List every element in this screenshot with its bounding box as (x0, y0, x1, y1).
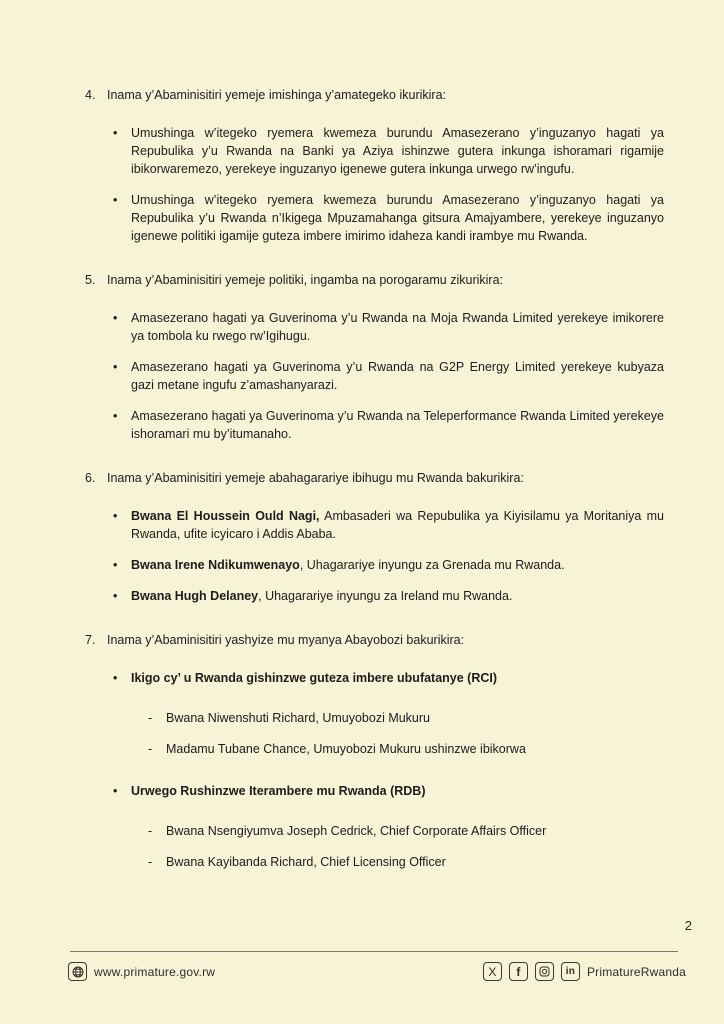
list-item (113, 309, 664, 345)
list-item (113, 587, 664, 605)
list-item-text: Amasezerano hagati ya Guverinoma y’u Rwanda na G2P Energy Limited yerekeye kubyaza gazi metane ingufu z’amashanyarazi. (131, 360, 664, 392)
bullet-icon (113, 556, 131, 574)
footer (68, 962, 686, 981)
section-5 (85, 271, 664, 443)
person-name: Bwana El Houssein Ould Nagi, (131, 509, 320, 523)
list-item-text: Bwana Nsengiyumva Joseph Cedrick, Chief Corporate Affairs Officer (166, 824, 547, 838)
list-item (113, 407, 664, 443)
bullet-icon (113, 407, 131, 443)
bullet-icon (113, 782, 131, 800)
instagram-icon (535, 962, 554, 981)
org-heading (113, 782, 664, 800)
section-heading (85, 271, 664, 289)
social-group (483, 962, 686, 981)
list-item (148, 740, 664, 758)
org-heading (113, 669, 664, 687)
person-name: Bwana Irene Ndikumwenayo (131, 558, 300, 572)
globe-icon (68, 962, 87, 981)
dash-icon (148, 822, 166, 840)
website-url: www.primature.gov.rw (94, 964, 216, 979)
section-number: 5. (85, 273, 96, 287)
list-item (113, 556, 664, 574)
list-item-text: Bwana Kayibanda Richard, Chief Licensing Officer (166, 855, 446, 869)
section-heading (85, 631, 664, 649)
list-item-text: Amasezerano hagati ya Guverinoma y’u Rwanda na Moja Rwanda Limited yerekeye imikorere ya tombola ku rwego rw’Igihugu. (131, 311, 664, 343)
bullet-icon (113, 124, 131, 178)
section-heading (85, 469, 664, 487)
list-item (113, 358, 664, 394)
list-item-text: Madamu Tubane Chance, Umuyobozi Mukuru ushinzwe ibikorwa (166, 742, 526, 756)
list-item (148, 822, 664, 840)
list-item-text: Amasezerano hagati ya Guverinoma y’u Rwanda na Teleperformance Rwanda Limited yerekeye ishoramari mu by’itumanaho. (131, 409, 664, 441)
section-number: 4. (85, 88, 96, 102)
dash-icon (148, 709, 166, 727)
section-number: 7. (85, 633, 96, 647)
list-item (113, 124, 664, 178)
x-icon (483, 962, 502, 981)
website-group (68, 962, 215, 981)
bullet-icon (113, 191, 131, 245)
linkedin-icon (561, 962, 580, 981)
dash-icon (148, 740, 166, 758)
section-4 (85, 86, 664, 245)
list-item-text: Umushinga w’itegeko ryemera kwemeza burundu Amasezerano y’inguzanyo hagati ya Repubulika y’u Rwanda n’Ikigega Mpuzamahanga gitsura Amajyambere, yerekeye inguzanyo igenewe politiki igamije guteza imbere imirimo idaheza kandi irambye mu Rwanda. (131, 193, 664, 243)
list-item (148, 709, 664, 727)
bullet-icon (113, 669, 131, 687)
appointment-group (113, 782, 664, 871)
section-7 (85, 631, 664, 871)
bullet-icon (113, 587, 131, 605)
facebook-icon (509, 962, 528, 981)
social-handle: PrimatureRwanda (586, 964, 686, 979)
person-role: , Uhagarariye inyungu za Grenada mu Rwanda. (299, 558, 565, 572)
document-content (85, 86, 664, 897)
list-item (113, 191, 664, 245)
footer-divider (70, 951, 678, 952)
section-6 (85, 469, 664, 605)
bullet-icon (113, 358, 131, 394)
list-item (113, 507, 664, 543)
list-item-text: Umushinga w’itegeko ryemera kwemeza burundu Amasezerano y’inguzanyo hagati ya Repubulika y’u Rwanda na Banki ya Aziya ishinzwe gutera inkunga ishoramari rigamije ibikorwaremezo, yerekeye inguzanyo igenewe gutera inkunga urwego rw’ingufu. (131, 126, 664, 176)
person-role: Ambasaderi wa Repubulika ya Kiyisilamu ya Moritaniya mu Rwanda, ufite icyicaro i Addis Ababa. (131, 509, 664, 541)
list-item-text: Bwana Niwenshuti Richard, Umuyobozi Mukuru (166, 711, 431, 725)
org-heading-text: Ikigo cy’ u Rwanda gishinzwe guteza imbere ubufatanye (RCI) (131, 671, 498, 685)
page-number: 2 (684, 918, 692, 933)
bullet-icon (113, 507, 131, 543)
section-heading-text: Inama y’Abaminisitiri yashyize mu myanya Abayobozi bakurikira: (107, 633, 465, 647)
bullet-icon (113, 309, 131, 345)
list-item (148, 853, 664, 871)
org-heading-text: Urwego Rushinzwe Iterambere mu Rwanda (RDB) (131, 784, 426, 798)
section-number: 6. (85, 471, 96, 485)
person-role: , Uhagarariye inyungu za Ireland mu Rwanda. (258, 589, 513, 603)
appointment-group (113, 669, 664, 758)
section-heading-text: Inama y’Abaminisitiri yemeje abahagarariye ibihugu mu Rwanda bakurikira: (107, 471, 524, 485)
person-name: Bwana Hugh Delaney (131, 589, 259, 603)
dash-icon (148, 853, 166, 871)
section-heading (85, 86, 664, 104)
section-heading-text: Inama y’Abaminisitiri yemeje politiki, ingamba na porogaramu zikurikira: (107, 273, 503, 287)
section-heading-text: Inama y’Abaminisitiri yemeje imishinga y’amategeko ikurikira: (107, 88, 447, 102)
